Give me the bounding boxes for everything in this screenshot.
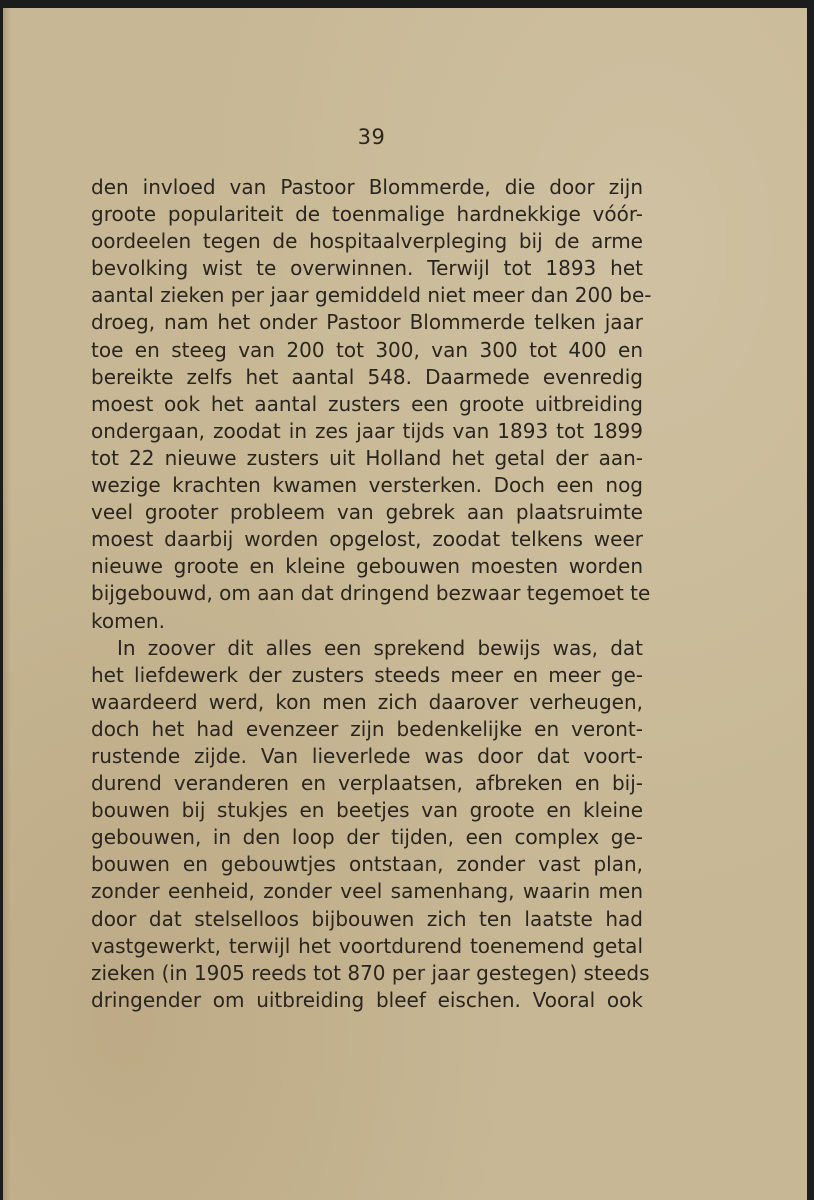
text-line: wezige krachten kwamen versterken. Doch een nog [91, 473, 643, 498]
text-line: groote populariteit de toenmalige hardnekkige vóór- [91, 202, 643, 227]
text-line: doch het had evenzeer zijn bedenkelijke en veront- [91, 716, 643, 741]
text-line: bevolking wist te overwinnen. Terwijl tot 1893 het [91, 256, 643, 281]
text-line: durend veranderen en verplaatsen, afbreken en bij- [91, 771, 643, 796]
text-line: aantal zieken per jaar gemiddeld niet meer dan 200 be- [91, 283, 652, 308]
text-line: oordeelen tegen de hospitaalverpleging bij de arme [91, 229, 643, 254]
text-line: zieken (in 1905 reeds tot 870 per jaar gestegen) steeds [91, 960, 650, 985]
body-text [91, 174, 652, 1014]
text-line: bouwen en gebouwtjes ontstaan, zonder vast plan, [91, 852, 643, 877]
book-page [3, 8, 807, 1200]
text-line: In zoover dit alles een sprekend bewijs was, dat [117, 635, 643, 660]
text-line: komen. [91, 608, 165, 633]
text-line: het liefdewerk der zusters steeds meer en meer ge- [91, 662, 643, 687]
text-line: vastgewerkt, terwijl het voortdurend toenemend getal [91, 933, 643, 958]
text-line: rustende zijde. Van lieverlede was door dat voort- [91, 743, 643, 768]
text-line: waardeerd werd, kon men zich daarover verheugen, [91, 689, 643, 714]
text-line: moest daarbij worden opgelost, zoodat telkens weer [91, 527, 643, 552]
text-line: gebouwen, in den loop der tijden, een complex ge- [91, 825, 643, 850]
text-line: bouwen bij stukjes en beetjes van groote en kleine [91, 798, 643, 823]
text-line: moest ook het aantal zusters een groote uitbreiding [91, 391, 643, 416]
text-line: tot 22 nieuwe zusters uit Holland het getal der aan- [91, 445, 643, 470]
text-line: dringender om uitbreiding bleef eischen. Vooral ook [91, 987, 643, 1012]
text-line: bijgebouwd, om aan dat dringend bezwaar tegemoet te [91, 581, 651, 606]
text-line: veel grooter probleem van gebrek aan plaatsruimte [91, 500, 643, 525]
text-line: den invloed van Pastoor Blommerde, die door zijn [91, 175, 643, 199]
text-line: bereikte zelfs het aantal 548. Daarmede evenredig [91, 364, 643, 389]
text-line: toe en steeg van 200 tot 300, van 300 tot 400 en [91, 337, 643, 362]
text-line: ondergaan, zoodat in zes jaar tijds van 1893 tot 1899 [91, 418, 643, 443]
text-line: door dat stelselloos bijbouwen zich ten laatste had [91, 906, 643, 931]
text-line: nieuwe groote en kleine gebouwen moesten worden [91, 554, 643, 579]
text-line: droeg, nam het onder Pastoor Blommerde telken jaar [91, 310, 643, 335]
text-line: zonder eenheid, zonder veel samenhang, waarin men [91, 879, 643, 904]
page-number: 39 [357, 125, 386, 149]
